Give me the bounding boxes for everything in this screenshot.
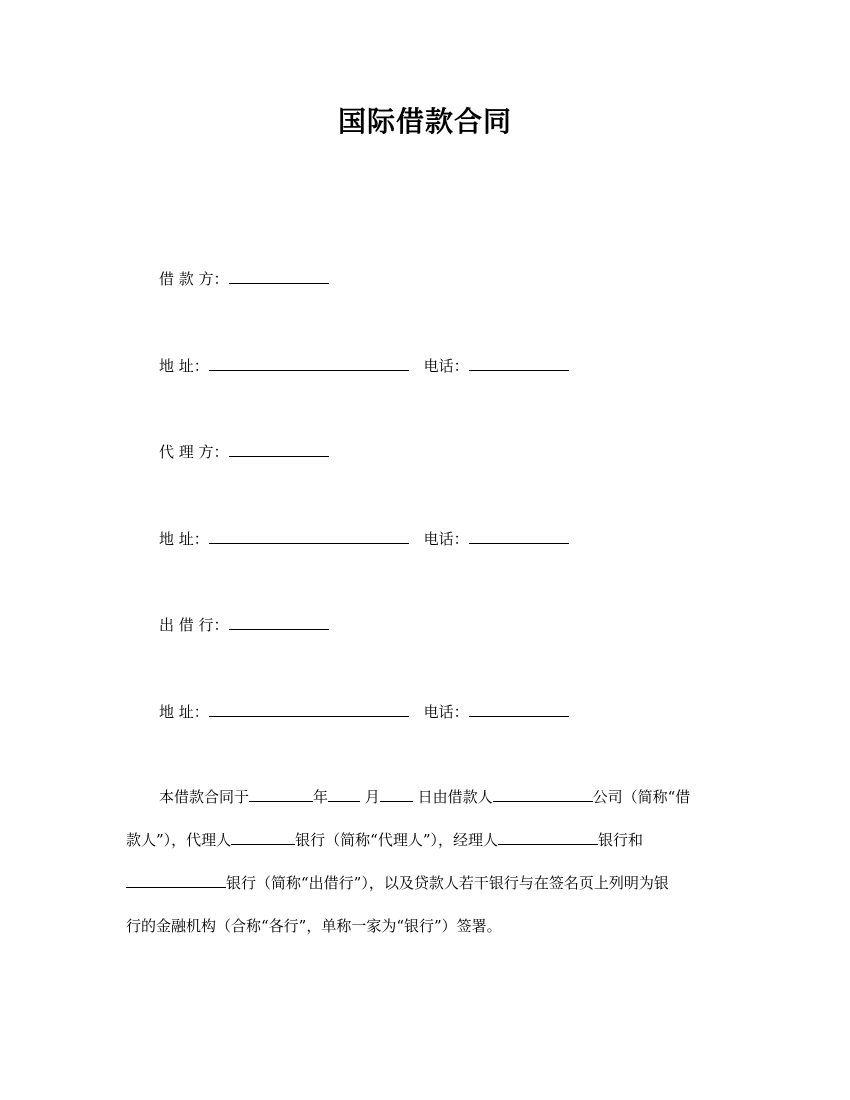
agent-row [159,441,329,462]
body-text: 月 [364,788,380,806]
body-text: 本借款合同于 [159,788,250,806]
month-blank[interactable] [328,786,360,802]
lender-address-blank[interactable] [209,701,409,717]
borrower-label: 借 款 方： [159,270,229,288]
body-line-4 [126,915,502,936]
agent-label: 代 理 方： [159,443,229,461]
lender-phone-label: 电话： [423,703,469,721]
agent-phone-blank[interactable] [469,528,569,544]
agent-address-row [159,528,569,549]
body-line-2 [126,829,643,850]
lender-blank[interactable] [229,614,329,630]
lending-bank-blank[interactable] [126,872,226,888]
body-text: 年 [313,788,329,806]
body-text: 日由借款人 [417,788,493,806]
body-line-1 [159,786,690,807]
body-text: 款人”），代理人 [126,831,232,849]
borrower-address-label: 地 址： [159,357,209,375]
manager-bank-blank[interactable] [498,829,598,845]
agent-address-blank[interactable] [209,528,409,544]
body-text: 行的金融机构（合称“各行”，单称一家为“银行”）签署。 [126,917,502,935]
body-text: 银行（简称“出借行”），以及贷款人若干银行与在签名页上列明为银 [226,874,669,892]
lender-address-row [159,701,569,722]
document-title: 国际借款合同 [337,105,512,138]
body-line-3 [126,872,669,893]
borrower-phone-label: 电话： [423,357,469,375]
body-text: 公司（简称“借 [592,788,691,806]
body-text: 银行（简称“代理人”），经理人 [295,831,499,849]
body-text: 银行和 [598,831,644,849]
lender-address-label: 地 址： [159,703,209,721]
agent-blank[interactable] [229,441,329,457]
year-blank[interactable] [249,786,313,802]
borrower-company-blank[interactable] [493,786,593,802]
borrower-address-blank[interactable] [209,355,409,371]
agent-phone-label: 电话： [423,530,469,548]
day-blank[interactable] [380,786,413,802]
lender-label: 出 借 行： [159,616,229,634]
agent-address-label: 地 址： [159,530,209,548]
agent-bank-blank[interactable] [231,829,295,845]
borrower-address-row [159,355,569,376]
lender-phone-blank[interactable] [469,701,569,717]
lender-row [159,614,329,635]
borrower-row [159,268,329,289]
borrower-blank[interactable] [229,268,329,284]
borrower-phone-blank[interactable] [469,355,569,371]
